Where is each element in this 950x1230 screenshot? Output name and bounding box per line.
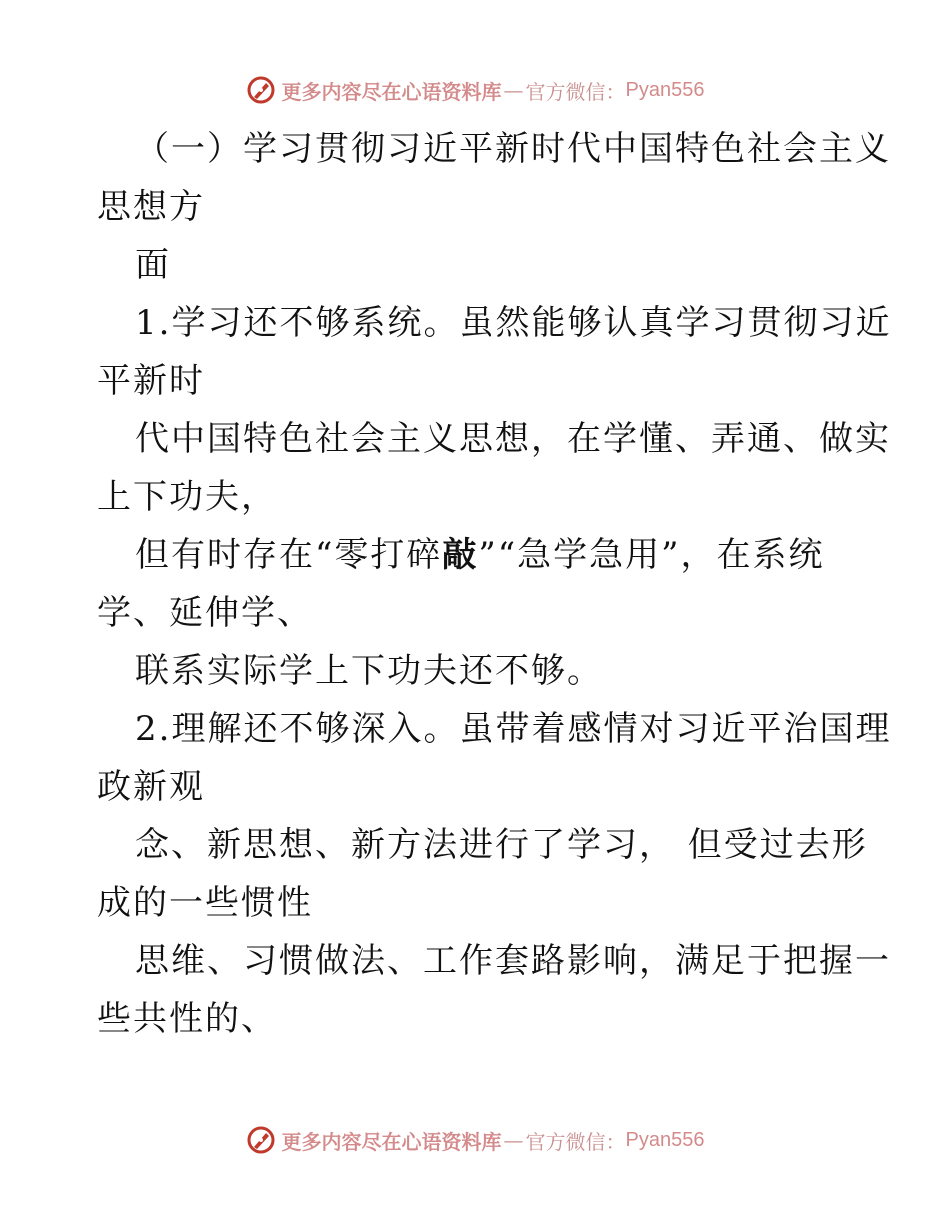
text-segment: ”“急学急用”，在系统 [478,535,825,575]
banner-wechat-id: Pyan556 [625,1128,705,1151]
text-line: 政新观 [97,767,205,807]
text-line: 思维、习惯做法、工作套路影响，满足于把握一 [135,941,891,981]
text-line: 些共性的、 [97,999,277,1039]
banner-label: 官方微信： [525,1129,626,1154]
text-line: 上下功夫， [97,477,277,517]
header-watermark [0,70,950,110]
text-line: 学、延伸学、 [97,593,313,633]
footer-watermark [0,1120,950,1160]
section-heading: （一）学习贯彻习近平新时代中国特色社会主义 [135,129,891,169]
text-line: 思想方 [97,187,205,227]
banner-brand: 更多内容尽在心语资料库 [281,79,502,104]
text-segment: 但有时存在“零打碎 [135,535,443,575]
text-line: 念、新思想、新方法进行了学习， 但受过去形 [135,825,868,865]
text-line: 2.理解还不够深入。虽带着感情对习近平治国理 [135,709,892,749]
text-segment-bold: 敲 [442,535,479,575]
logo-icon [246,75,276,105]
text-line: 成的一些惯性 [97,883,313,923]
banner-separator: — [503,78,524,102]
banner-separator: — [503,1128,524,1152]
banner-label: 官方微信： [525,79,626,104]
logo-icon [246,1125,276,1155]
document-body [97,120,892,1048]
text-line: 平新时 [97,361,205,401]
text-line: 代中国特色社会主义思想，在学懂、弄通、做实 [135,419,891,459]
text-line: 1.学习还不够系统。虽然能够认真学习贯彻习近 [135,303,892,343]
text-line: 联系实际学上下功夫还不够。 [135,651,603,691]
banner-brand: 更多内容尽在心语资料库 [281,1129,502,1154]
text-line: 面 [135,245,171,285]
text-line [97,526,867,584]
banner-wechat-id: Pyan556 [625,78,705,101]
